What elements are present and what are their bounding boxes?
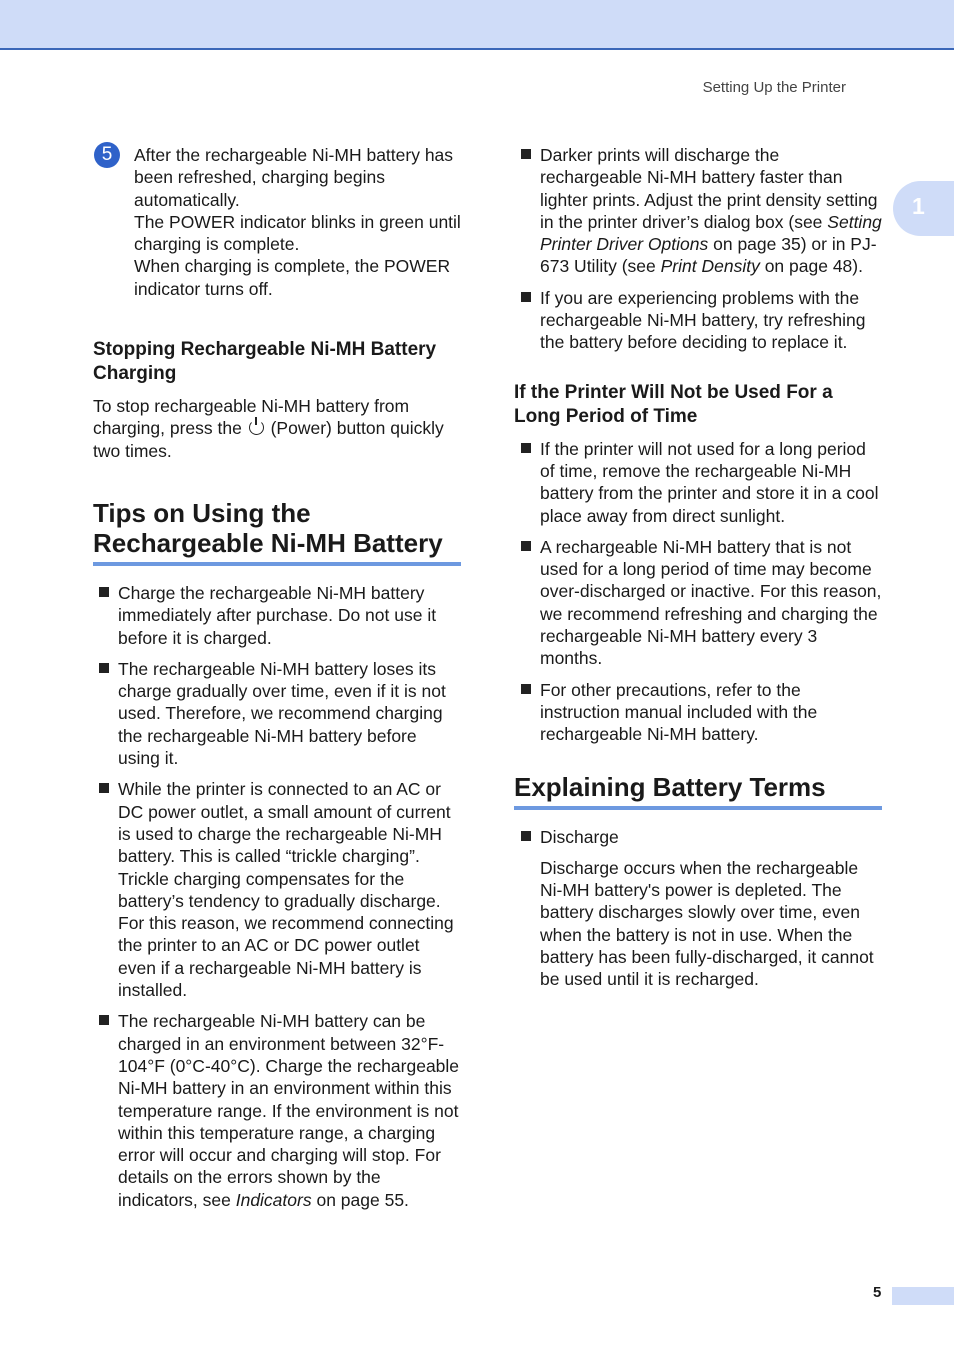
chapter-number: 1: [912, 193, 925, 219]
tips-heading: Tips on Using the Rechargeable Ni-MH Battery: [93, 498, 461, 566]
cross-reference-page: on page 55.: [316, 1189, 409, 1210]
list-item-text: on page 48).: [764, 256, 863, 277]
list-item: [514, 438, 882, 527]
list-item: [93, 582, 461, 649]
stopping-heading: Stopping Rechargeable Ni-MH Battery Charging: [93, 339, 437, 385]
bullet-square-icon: [521, 149, 531, 159]
list-item: [93, 1010, 461, 1211]
cross-reference-link[interactable]: Indicators: [235, 1189, 312, 1210]
long-period-heading: If the Printer Will Not be Used For a Long Period of Time: [514, 381, 833, 427]
bullet-square-icon: [99, 783, 109, 793]
bullet-square-icon: [521, 443, 531, 453]
bullet-square-icon: [99, 587, 109, 597]
bullet-square-icon: [521, 831, 531, 841]
list-item: [514, 144, 882, 278]
left-column: [93, 144, 461, 1211]
list-item-text: The rechargeable Ni-MH battery can be charged in an environment between 32°F-104°F (0°C-40°C). Charge the rechargeable Ni-MH battery in an environment within this temperature range. If the environment is not within this temperature range, a charging error will occur and charging will stop. For details on the errors shown by the indicators, see: [118, 1011, 460, 1210]
list-item-text: If you are experiencing problems with the rechargeable Ni-MH battery, try refreshing the battery before deciding to replace it.: [540, 287, 866, 353]
step-line: The POWER indicator blinks in green until charging is complete.: [134, 211, 461, 255]
terms-heading: Explaining Battery Terms: [514, 772, 882, 810]
step-number-icon: 5: [94, 142, 120, 168]
running-title: Setting Up the Printer: [702, 79, 846, 96]
power-icon: [249, 420, 264, 435]
list-item: [514, 287, 882, 354]
header-band: [0, 0, 954, 50]
term-definition: Discharge occurs when the rechargeable Ni-MH battery's power is depleted. The battery discharges slowly over time, even when the battery is not in use. When the battery has been fully-discharged, it cannot be used until it is recharged.: [540, 857, 874, 990]
bullet-square-icon: [521, 292, 531, 302]
list-item: [93, 658, 461, 769]
list-item: [514, 679, 882, 746]
list-item-text: While the printer is connected to an AC or DC power outlet, a small amount of current is used to charge the rechargeable Ni-MH battery. This is called “trickle charging”. Trickle charging compensates for the battery’s tendency to gradually discharge. For this reason, we recommend connecting the printer to an AC or DC power outlet even if a rechargeable Ni-MH battery is installed.: [118, 779, 454, 1001]
list-item: [514, 536, 882, 670]
step-5: [93, 144, 461, 300]
step-line: After the rechargeable Ni-MH battery has been refreshed, charging begins automatically.: [134, 145, 454, 210]
term-label: Discharge: [540, 826, 619, 847]
list-item-text: Charge the rechargeable Ni-MH battery immediately after purchase. Do not use it before it is charged.: [118, 582, 437, 648]
chapter-tab: [893, 181, 954, 236]
page-number: 5: [873, 1284, 882, 1301]
footer-band: [892, 1287, 954, 1305]
stopping-paragraph: [93, 395, 461, 462]
cross-reference-link[interactable]: Setting Printer Driver Options: [540, 211, 882, 255]
list-item-text: If the printer will not used for a long period of time, remove the rechargeable Ni-MH battery from the printer and store it in a cool place away from direct sunlight.: [540, 438, 879, 526]
bullet-square-icon: [521, 541, 531, 551]
bullet-square-icon: [521, 684, 531, 694]
list-item-text: A rechargeable Ni-MH battery that is not used for a long period of time may become over-discharged or inactive. For this reason, we recommend refreshing and charging the rechargeable Ni-MH battery every 3 months.: [540, 536, 882, 669]
right-column: [514, 144, 882, 991]
stopping-text-after: (Power) button quickly two times.: [93, 418, 444, 461]
list-item-text: For other precautions, refer to the instruction manual included with the rechargeable Ni-MH battery.: [540, 679, 818, 745]
step-line: When charging is complete, the POWER indicator turns off.: [134, 256, 451, 299]
list-item-text: The rechargeable Ni-MH battery loses its charge gradually over time, even if it is not used. Therefore, we recommend charging the rechargeable Ni-MH battery before using it.: [118, 658, 446, 769]
term-item: [514, 826, 882, 848]
list-item-text: Darker prints will discharge the rechargeable Ni-MH battery faster than lighter prints. Adjust the print density setting in the printer driver’s dialog box (see: [540, 145, 878, 232]
stopping-text-before: To stop rechargeable Ni-MH battery from charging, press the: [93, 396, 410, 439]
list-item: [93, 778, 461, 1001]
cross-reference-link[interactable]: Print Density: [660, 256, 760, 277]
bullet-square-icon: [99, 1015, 109, 1025]
bullet-square-icon: [99, 663, 109, 673]
list-item-text: on page 35) or in PJ-673 Utility (see: [540, 234, 877, 277]
